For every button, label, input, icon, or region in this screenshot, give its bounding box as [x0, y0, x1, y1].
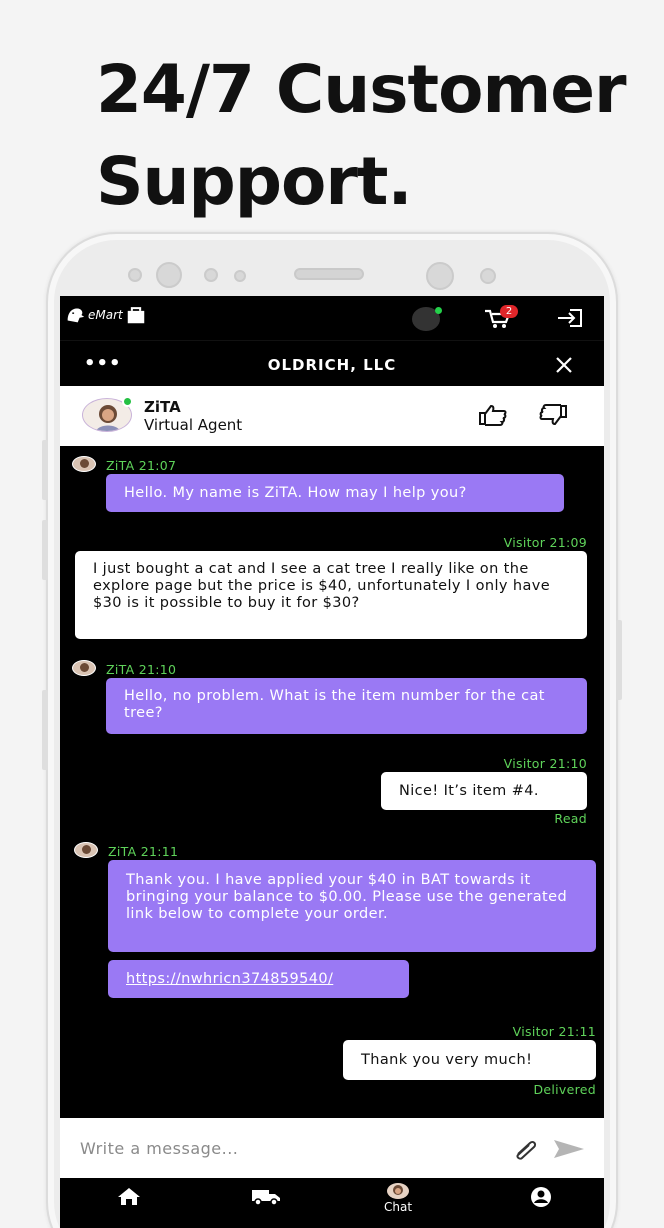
- message-status: Delivered: [533, 1082, 596, 1097]
- app-screen: [60, 296, 604, 1228]
- thumbs-up-icon[interactable]: [478, 404, 508, 430]
- phone-camera: [426, 262, 454, 290]
- message-meta: Visitor 21:10: [503, 756, 587, 771]
- agent-mini-avatar: [74, 842, 98, 858]
- message-meta: Visitor 21:11: [512, 1024, 596, 1039]
- phone-sensor: [234, 270, 246, 282]
- agent-message-bubble: Hello. My name is ZiTA. How may I help you?: [106, 474, 564, 512]
- message-status: Read: [554, 811, 587, 826]
- message-meta: ZiTA 21:10: [106, 662, 177, 677]
- chat-title: OLDRICH, LLC: [267, 356, 397, 374]
- nav-delivery[interactable]: [250, 1186, 282, 1206]
- agent-name: ZiTA: [144, 398, 181, 416]
- agent-mini-avatar: [72, 456, 96, 472]
- thumbs-down-icon[interactable]: [538, 404, 568, 430]
- headline-line-2: Support.: [96, 143, 412, 220]
- logo-text: eMart: [88, 308, 123, 322]
- attach-icon[interactable]: [510, 1138, 540, 1164]
- agent-info-bar: [60, 386, 604, 446]
- bag-icon: [125, 304, 147, 326]
- phone-speaker: [294, 268, 364, 280]
- app-top-bar: [60, 296, 604, 340]
- nav-account[interactable]: [528, 1186, 554, 1208]
- user-avatar[interactable]: [412, 307, 440, 331]
- message-list: [60, 446, 604, 1118]
- close-icon[interactable]: [554, 355, 574, 379]
- truck-icon: [250, 1186, 282, 1206]
- chat-avatar-icon: [385, 1182, 411, 1200]
- visitor-message-bubble: Thank you very much!: [343, 1040, 596, 1080]
- nav-chat-label: Chat: [384, 1200, 413, 1214]
- phone-side-button: [42, 440, 48, 500]
- message-meta: ZiTA 21:11: [108, 844, 179, 859]
- visitor-message-bubble: I just bought a cat and I see a cat tree I really like on the explore page but the price is $40, unfortunately I only have $30 is it possible to buy it for $30?: [75, 551, 587, 639]
- more-icon[interactable]: •••: [84, 353, 122, 374]
- home-icon: [116, 1186, 142, 1206]
- message-composer: [60, 1118, 604, 1178]
- account-icon: [528, 1186, 554, 1208]
- nav-chat[interactable]: [384, 1182, 412, 1214]
- agent-online-indicator: [122, 396, 133, 407]
- phone-side-button: [616, 620, 622, 700]
- agent-mini-avatar: [72, 660, 96, 676]
- visitor-message-bubble: Nice! It’s item #4.: [381, 772, 587, 810]
- agent-role: Virtual Agent: [144, 416, 243, 434]
- online-indicator: [435, 307, 442, 314]
- login-icon: [556, 308, 584, 328]
- message-meta: ZiTA 21:07: [106, 458, 177, 473]
- phone-side-button: [42, 690, 48, 770]
- order-link[interactable]: https://nwhricn374859540/: [108, 960, 409, 998]
- emart-logo[interactable]: [64, 304, 147, 326]
- login-button[interactable]: [556, 308, 584, 332]
- phone-camera: [156, 262, 182, 288]
- headline-line-1: 24/7 Customer: [96, 51, 626, 128]
- lion-icon: [64, 304, 86, 326]
- phone-sensor: [204, 268, 218, 282]
- phone-side-button: [42, 520, 48, 580]
- chat-header: [60, 340, 604, 386]
- message-input[interactable]: [80, 1134, 480, 1162]
- cart-button[interactable]: [484, 308, 514, 334]
- agent-message-bubble: Hello, no problem. What is the item number for the cat tree?: [106, 678, 587, 734]
- phone-sensor: [480, 268, 496, 284]
- bottom-nav: [60, 1178, 604, 1228]
- send-icon[interactable]: [552, 1138, 586, 1164]
- agent-message-bubble: Thank you. I have applied your $40 in BAT towards it bringing your balance to $0.00. Please use the generated link below to complete your order.: [108, 860, 596, 952]
- cart-count-badge: 2: [500, 305, 518, 318]
- promo-headline: [96, 44, 626, 228]
- nav-home[interactable]: [116, 1186, 142, 1206]
- phone-sensor: [128, 268, 142, 282]
- message-meta: Visitor 21:09: [503, 535, 587, 550]
